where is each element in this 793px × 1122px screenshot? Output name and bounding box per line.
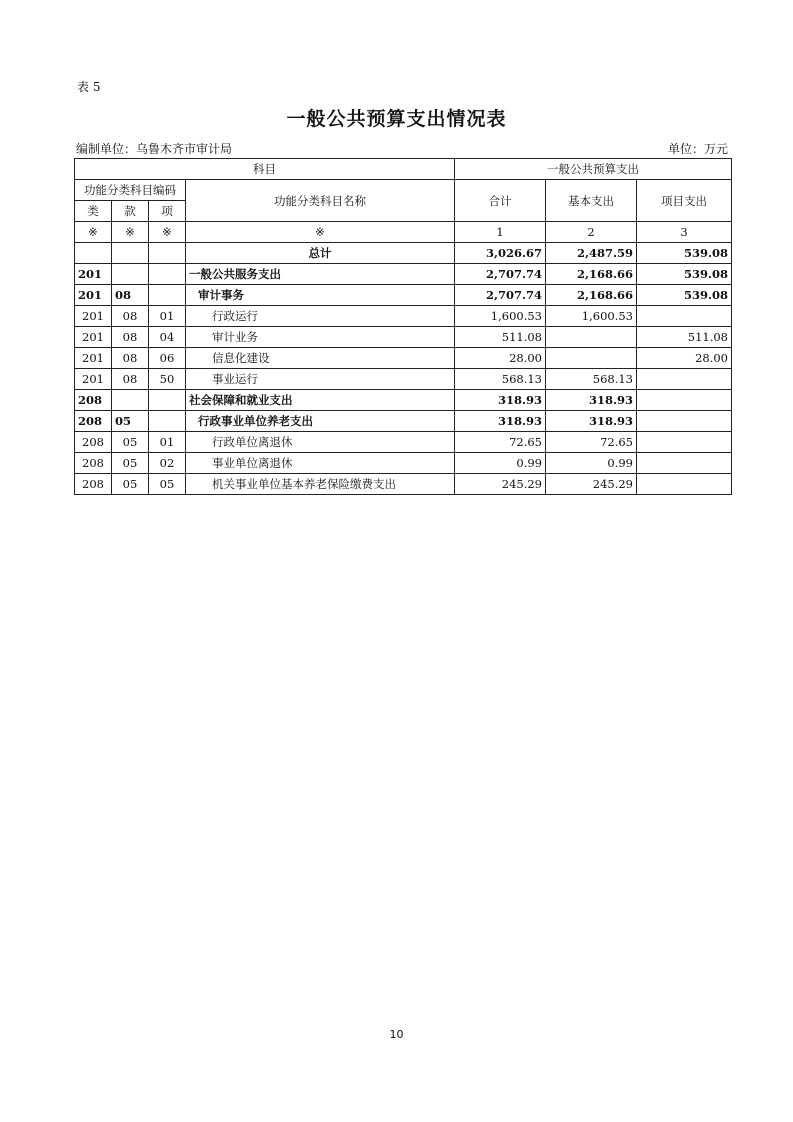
- cell-basic: 2,487.59: [546, 243, 637, 264]
- cell-project: [637, 432, 732, 453]
- cell-total: 1,600.53: [455, 306, 546, 327]
- cell-project: 539.08: [637, 264, 732, 285]
- cell-xiang: 01: [149, 306, 186, 327]
- column-number-1: 1: [455, 222, 546, 243]
- table-number: 表 5: [77, 80, 101, 94]
- cell-total: 0.99: [455, 453, 546, 474]
- column-number-3: 3: [637, 222, 732, 243]
- cell-xiang: 02: [149, 453, 186, 474]
- cell-project: [637, 474, 732, 495]
- organization-label: 编制单位：乌鲁木齐市审计局: [76, 142, 233, 156]
- cell-kuan: 08: [112, 369, 149, 390]
- cell-lei: 208: [75, 474, 112, 495]
- cell-basic: 1,600.53: [546, 306, 637, 327]
- basic-header: 基本支出: [546, 180, 637, 222]
- page-title: 一般公共预算支出情况表: [286, 108, 507, 130]
- cell-xiang: [149, 390, 186, 411]
- total-header: 合计: [455, 180, 546, 222]
- budget-group-header: 一般公共预算支出: [455, 159, 732, 180]
- cell-total: 318.93: [455, 411, 546, 432]
- table-row: [75, 432, 732, 453]
- cell-total: 511.08: [455, 327, 546, 348]
- cell-basic: 568.13: [546, 369, 637, 390]
- cell-basic: [546, 348, 637, 369]
- cell-lei: 201: [75, 327, 112, 348]
- cell-name: 社会保障和就业支出: [186, 390, 455, 411]
- unit-label: 单位：万元: [667, 142, 728, 156]
- header-row-2: [75, 180, 732, 201]
- cell-xiang: [149, 411, 186, 432]
- cell-name: 一般公共服务支出: [186, 264, 455, 285]
- cell-xiang: [149, 243, 186, 264]
- kuan-header: 款: [112, 201, 149, 222]
- table-row: [75, 285, 732, 306]
- marker-lei: ※: [75, 222, 112, 243]
- cell-kuan: 08: [112, 348, 149, 369]
- code-group-header: 功能分类科目编码: [75, 180, 186, 201]
- cell-kuan: 08: [112, 285, 149, 306]
- cell-basic: 2,168.66: [546, 285, 637, 306]
- cell-kuan: 05: [112, 432, 149, 453]
- cell-xiang: 05: [149, 474, 186, 495]
- cell-total: 568.13: [455, 369, 546, 390]
- cell-xiang: 04: [149, 327, 186, 348]
- cell-total: 2,707.74: [455, 264, 546, 285]
- cell-kuan: 05: [112, 411, 149, 432]
- cell-name: 总计: [186, 243, 455, 264]
- cell-project: [637, 369, 732, 390]
- cell-basic: 245.29: [546, 474, 637, 495]
- cell-name: 审计事务: [186, 285, 455, 306]
- table-row: [75, 390, 732, 411]
- cell-lei: 201: [75, 306, 112, 327]
- marker-name: ※: [186, 222, 455, 243]
- cell-total: 245.29: [455, 474, 546, 495]
- table-row: [75, 453, 732, 474]
- cell-lei: 201: [75, 348, 112, 369]
- cell-kuan: [112, 264, 149, 285]
- cell-basic: 72.65: [546, 432, 637, 453]
- cell-lei: [75, 243, 112, 264]
- cell-kuan: 05: [112, 474, 149, 495]
- header-row-1: [75, 159, 732, 180]
- table-row: [75, 348, 732, 369]
- cell-project: 511.08: [637, 327, 732, 348]
- cell-total: 28.00: [455, 348, 546, 369]
- cell-project: 539.08: [637, 243, 732, 264]
- table-row: [75, 474, 732, 495]
- cell-lei: 208: [75, 411, 112, 432]
- cell-basic: 318.93: [546, 390, 637, 411]
- table-row: [75, 369, 732, 390]
- cell-xiang: 50: [149, 369, 186, 390]
- name-header: 功能分类科目名称: [186, 180, 455, 222]
- cell-xiang: 01: [149, 432, 186, 453]
- marker-xiang: ※: [149, 222, 186, 243]
- cell-project: [637, 453, 732, 474]
- table-row-total: [75, 243, 732, 264]
- cell-kuan: 05: [112, 453, 149, 474]
- table-row: [75, 327, 732, 348]
- cell-name: 行政事业单位养老支出: [186, 411, 455, 432]
- cell-project: 28.00: [637, 348, 732, 369]
- cell-name: 行政运行: [186, 306, 455, 327]
- cell-basic: 2,168.66: [546, 264, 637, 285]
- cell-name: 机关事业单位基本养老保险缴费支出: [186, 474, 455, 495]
- cell-name: 行政单位离退休: [186, 432, 455, 453]
- cell-lei: 208: [75, 453, 112, 474]
- cell-project: [637, 411, 732, 432]
- cell-total: 3,026.67: [455, 243, 546, 264]
- cell-kuan: [112, 390, 149, 411]
- cell-xiang: [149, 285, 186, 306]
- cell-basic: 0.99: [546, 453, 637, 474]
- table-row: [75, 264, 732, 285]
- cell-kuan: 08: [112, 306, 149, 327]
- cell-name: 审计业务: [186, 327, 455, 348]
- page-number: 10: [389, 1028, 404, 1041]
- budget-table: [74, 158, 732, 495]
- subject-header: 科目: [75, 159, 455, 180]
- marker-row: [75, 222, 732, 243]
- cell-project: [637, 306, 732, 327]
- lei-header: 类: [75, 201, 112, 222]
- table-row: [75, 411, 732, 432]
- cell-xiang: 06: [149, 348, 186, 369]
- cell-lei: 208: [75, 432, 112, 453]
- cell-lei: 208: [75, 390, 112, 411]
- table-row: [75, 306, 732, 327]
- column-number-2: 2: [546, 222, 637, 243]
- cell-basic: [546, 327, 637, 348]
- cell-total: 72.65: [455, 432, 546, 453]
- marker-kuan: ※: [112, 222, 149, 243]
- cell-total: 2,707.74: [455, 285, 546, 306]
- cell-name: 事业运行: [186, 369, 455, 390]
- cell-basic: 318.93: [546, 411, 637, 432]
- project-header: 项目支出: [637, 180, 732, 222]
- cell-lei: 201: [75, 285, 112, 306]
- cell-kuan: [112, 243, 149, 264]
- cell-lei: 201: [75, 264, 112, 285]
- cell-lei: 201: [75, 369, 112, 390]
- cell-xiang: [149, 264, 186, 285]
- cell-name: 信息化建设: [186, 348, 455, 369]
- xiang-header: 项: [149, 201, 186, 222]
- cell-kuan: 08: [112, 327, 149, 348]
- cell-project: [637, 390, 732, 411]
- cell-total: 318.93: [455, 390, 546, 411]
- cell-project: 539.08: [637, 285, 732, 306]
- cell-name: 事业单位离退休: [186, 453, 455, 474]
